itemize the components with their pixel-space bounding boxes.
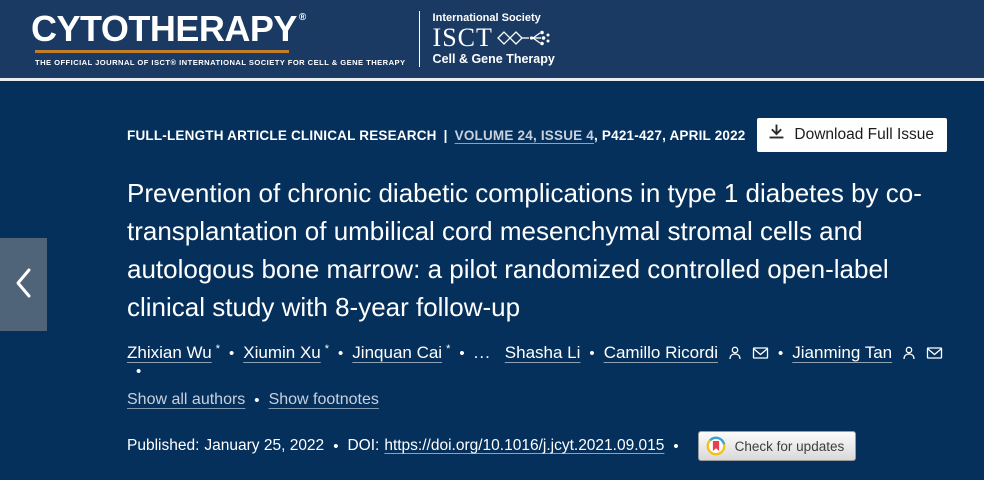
isct-acronym: ISCT bbox=[432, 23, 493, 53]
article-title: Prevention of chronic diabetic complications in type 1 diabetes by co-transplantation of umbilical cord mesenchymal stromal cells and autologous bone marrow: a pilot randomized controlled open-label clinical study with 8-year follow-up bbox=[127, 178, 922, 322]
author-item[interactable] bbox=[604, 343, 769, 363]
person-icon[interactable] bbox=[901, 345, 917, 361]
author-separator: • bbox=[459, 344, 465, 362]
check-for-updates-button[interactable] bbox=[698, 431, 857, 461]
registered-mark: ® bbox=[298, 12, 306, 23]
author-separator: • bbox=[778, 344, 784, 362]
email-icon[interactable] bbox=[752, 346, 769, 360]
meta-separator: | bbox=[443, 127, 448, 143]
doi-label: DOI: bbox=[347, 437, 380, 454]
article-meta-row bbox=[127, 81, 947, 152]
author-item[interactable] bbox=[352, 343, 450, 363]
logo-accent-rule bbox=[35, 50, 289, 53]
links-separator: • bbox=[254, 391, 260, 409]
author-links-row bbox=[127, 391, 947, 409]
article-type-label: FULL-LENGTH ARTICLE CLINICAL RESEARCH bbox=[127, 127, 437, 143]
author-item[interactable] bbox=[243, 343, 329, 363]
author-separator: • bbox=[136, 363, 142, 380]
article-header bbox=[0, 81, 984, 480]
author-link[interactable]: Xiumin Xu bbox=[243, 343, 321, 362]
dna-molecule-icon bbox=[496, 29, 554, 47]
author-footnote-mark: * bbox=[324, 343, 330, 355]
author-link[interactable]: Jianming Tan bbox=[792, 343, 893, 362]
pub-separator: • bbox=[333, 437, 339, 455]
author-item[interactable] bbox=[127, 343, 220, 363]
author-link[interactable]: Zhixian Wu bbox=[127, 343, 212, 362]
author-footnote-mark: * bbox=[215, 343, 220, 355]
person-icon[interactable] bbox=[727, 345, 743, 361]
check-for-updates-label: Check for updates bbox=[734, 438, 845, 454]
issue-suffix: , P421-427, APRIL 2022 bbox=[594, 127, 746, 143]
issue-link[interactable]: VOLUME 24, ISSUE 4 bbox=[454, 127, 595, 143]
previous-article-button[interactable] bbox=[0, 238, 47, 331]
journal-logo-text bbox=[31, 8, 406, 49]
author-footnote-mark: * bbox=[446, 343, 451, 355]
author-separator: • bbox=[338, 344, 344, 362]
download-full-issue-button[interactable] bbox=[757, 118, 947, 152]
collapsed-authors-ellipsis[interactable]: ... bbox=[473, 343, 491, 362]
chevron-left-icon bbox=[13, 266, 35, 303]
show-all-authors-link[interactable]: Show all authors bbox=[127, 391, 246, 408]
download-icon bbox=[768, 124, 785, 145]
published-label: Published: bbox=[127, 437, 200, 454]
journal-tagline: THE OFFICIAL JOURNAL OF ISCT® INTERNATIONAL SOCIETY FOR CELL & GENE THERAPY bbox=[35, 58, 406, 67]
journal-name: CYTOTHERAPY bbox=[31, 8, 297, 49]
crossmark-icon bbox=[705, 435, 727, 457]
publication-info-row bbox=[127, 431, 947, 461]
pub-separator: • bbox=[673, 437, 679, 455]
author-item[interactable] bbox=[505, 343, 581, 363]
isct-line1: International Society bbox=[432, 11, 541, 24]
email-icon[interactable] bbox=[926, 346, 943, 360]
download-button-label: Download Full Issue bbox=[794, 125, 934, 143]
published-date: January 25, 2022 bbox=[204, 437, 325, 454]
journal-banner bbox=[0, 0, 984, 78]
author-link[interactable]: Camillo Ricordi bbox=[603, 343, 718, 362]
author-link[interactable]: Jinquan Cai bbox=[352, 343, 443, 362]
journal-logo[interactable] bbox=[31, 8, 406, 67]
author-separator: • bbox=[589, 344, 595, 362]
isct-line2: Cell & Gene Therapy bbox=[432, 51, 555, 66]
doi-link[interactable]: https://doi.org/10.1016/j.jcyt.2021.09.015 bbox=[384, 437, 665, 454]
isct-logo[interactable] bbox=[433, 12, 555, 66]
show-footnotes-link[interactable]: Show footnotes bbox=[268, 391, 379, 408]
banner-divider bbox=[419, 11, 420, 67]
author-separator: • bbox=[229, 344, 235, 362]
author-list bbox=[127, 343, 947, 380]
author-item[interactable] bbox=[792, 343, 943, 363]
author-link[interactable]: Shasha Li bbox=[504, 343, 581, 362]
article-meta bbox=[127, 128, 746, 143]
